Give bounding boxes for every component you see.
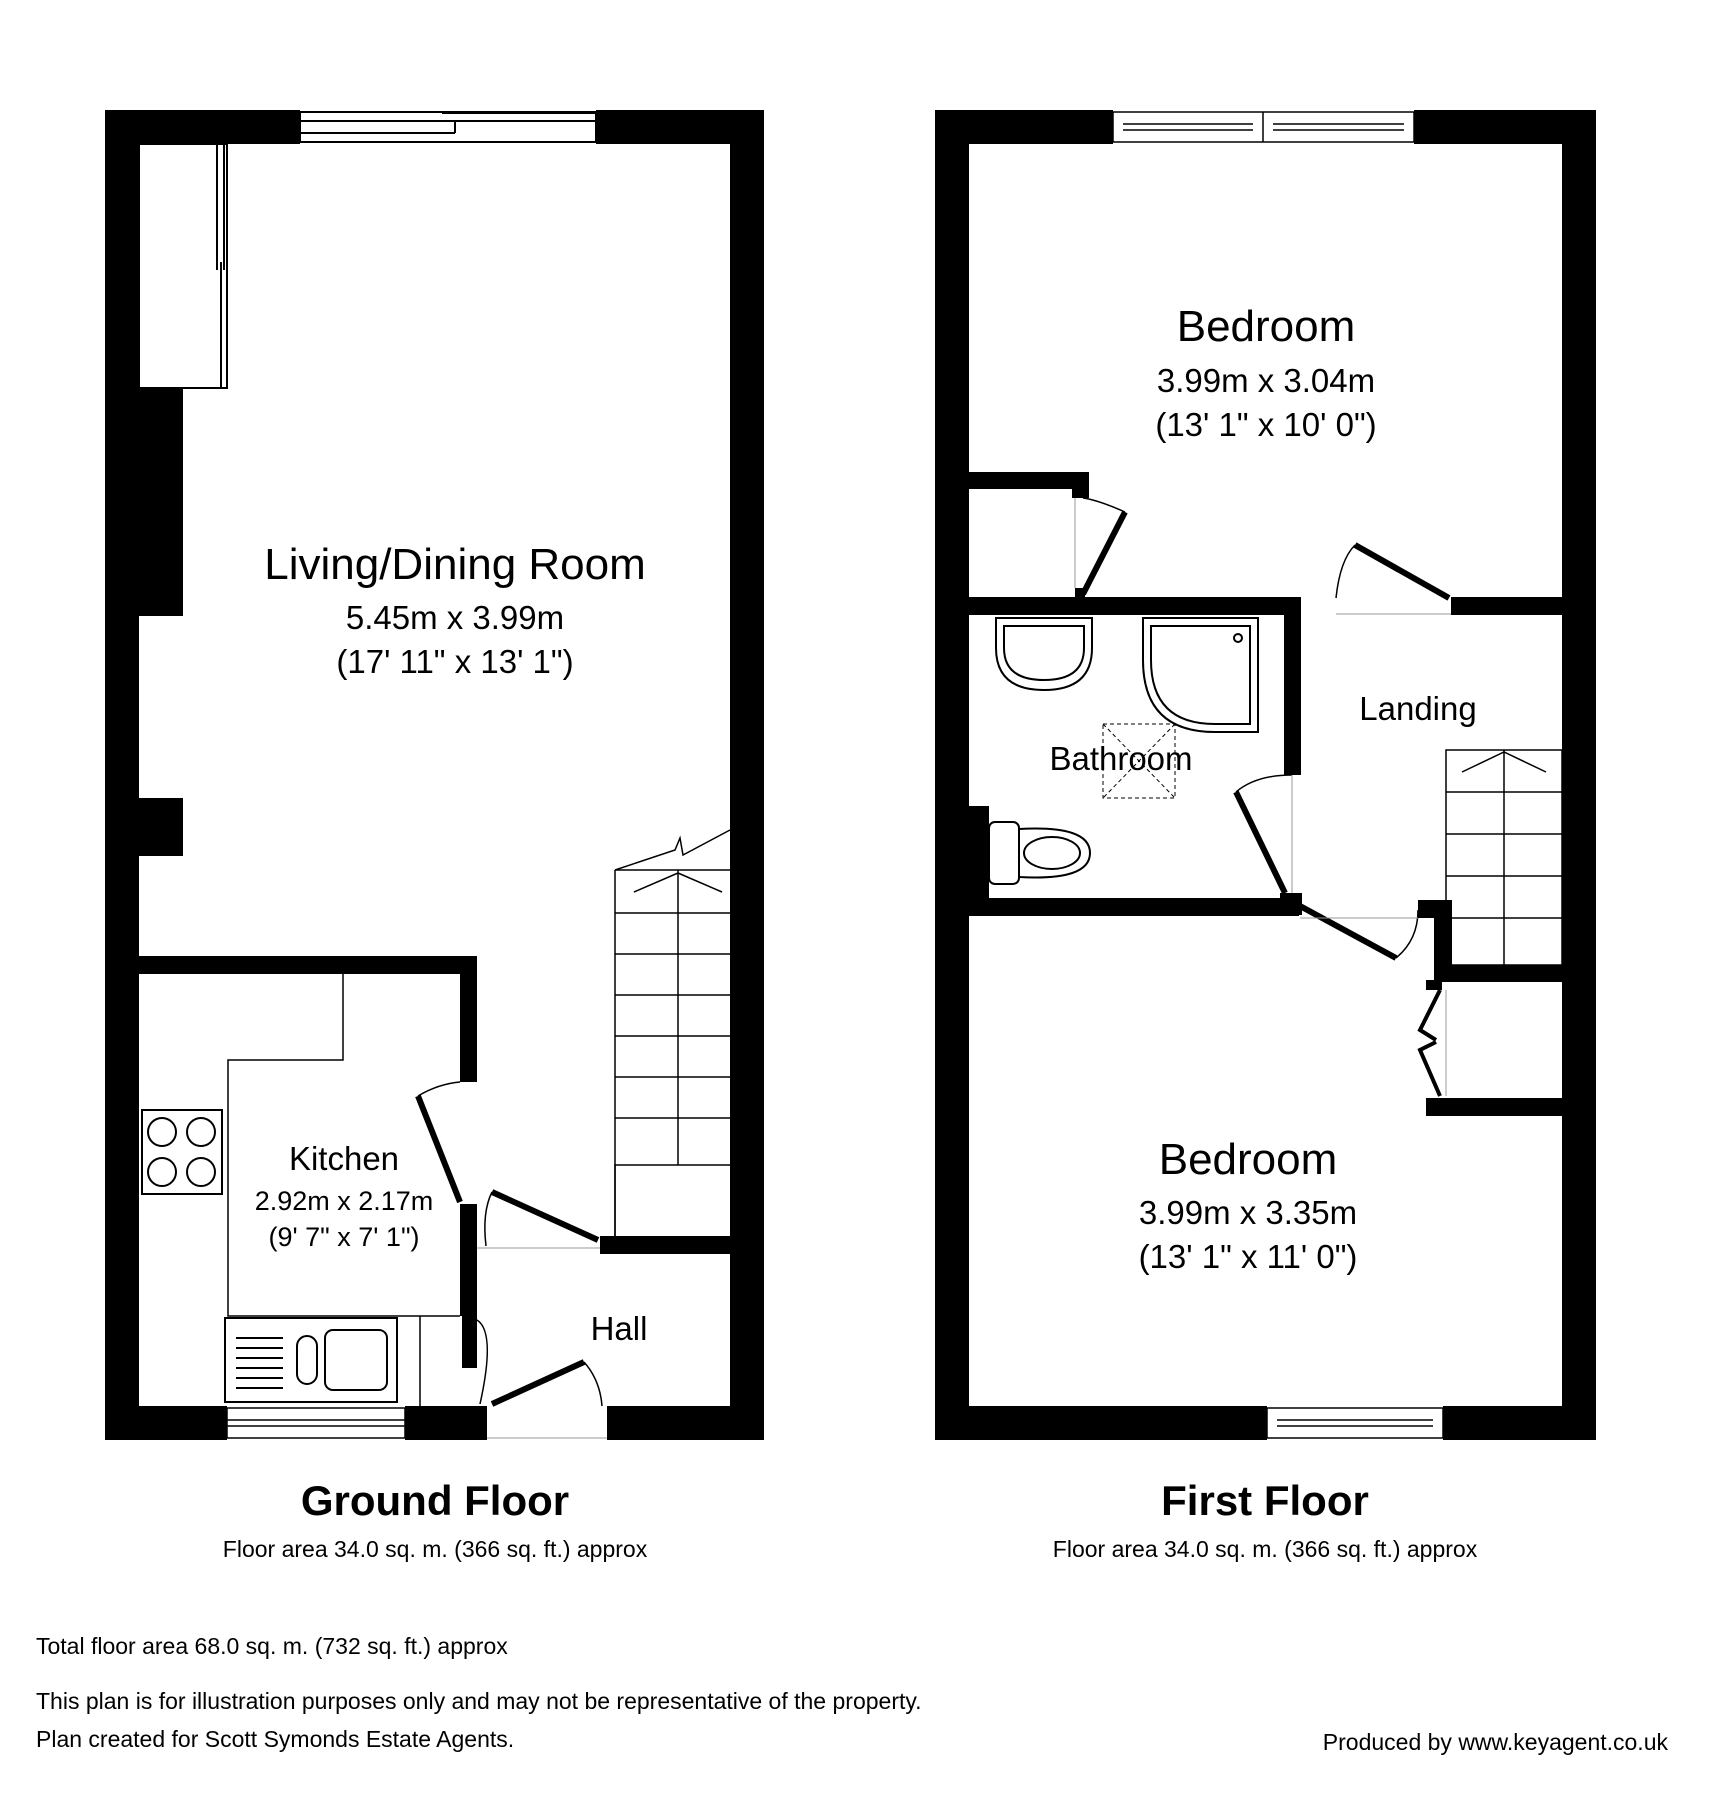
cupboard-icon <box>139 144 227 388</box>
sliding-door-icon <box>300 112 596 142</box>
stairs-icon <box>1446 750 1562 965</box>
created-for: Plan created for Scott Symonds Estate Agents. <box>36 1726 515 1752</box>
ground-floor-walls <box>105 110 764 1440</box>
toilet-icon <box>989 822 1090 884</box>
total-floor-area: Total floor area 68.0 sq. m. (732 sq. ft.) approx <box>36 1633 508 1659</box>
bedroom-bottom-name: Bedroom <box>1158 1135 1338 1184</box>
bedroom-top-imperial: (13' 1" x 10' 0") <box>1155 406 1377 443</box>
bedroom-window-bottom <box>1267 1408 1443 1438</box>
ground-floor-area: Floor area 34.0 sq. m. (366 sq. ft.) approx <box>222 1536 648 1562</box>
bathroom-name: Bathroom <box>1049 740 1193 777</box>
first-floor-title: First Floor <box>1161 1477 1369 1524</box>
hob-icon <box>142 1110 222 1194</box>
produced-by: Produced by www.keyagent.co.uk <box>1322 1729 1668 1755</box>
sink-icon <box>225 1318 397 1402</box>
first-floor-doors <box>1075 498 1451 1096</box>
bedroom-top-metric: 3.99m x 3.04m <box>1156 362 1376 399</box>
kitchen-metric: 2.92m x 2.17m <box>254 1186 434 1216</box>
hall-name: Hall <box>590 1310 648 1347</box>
basin-icon <box>996 618 1092 690</box>
landing-name: Landing <box>1359 690 1477 727</box>
kitchen-window <box>227 1408 405 1438</box>
room-labels <box>255 302 1477 1347</box>
stairs-icon <box>615 830 730 1236</box>
living-room-metric: 5.45m x 3.99m <box>345 599 565 636</box>
living-room-name: Living/Dining Room <box>264 540 646 589</box>
bedroom-window-top <box>1113 112 1414 142</box>
bedroom-top-name: Bedroom <box>1176 302 1356 351</box>
kitchen-name: Kitchen <box>288 1140 400 1177</box>
bedroom-bottom-imperial: (13' 1" x 11' 0") <box>1138 1238 1358 1275</box>
ground-floor-title: Ground Floor <box>300 1477 570 1524</box>
disclaimer: This plan is for illustration purposes only and may not be representative of the property. <box>36 1688 922 1714</box>
first-floor-area: Floor area 34.0 sq. m. (366 sq. ft.) approx <box>1052 1536 1478 1562</box>
ground-floor-doors <box>418 1082 607 1438</box>
shower-icon <box>1143 618 1258 732</box>
bedroom-bottom-metric: 3.99m x 3.35m <box>1138 1194 1358 1231</box>
ground-floor-plan <box>105 110 764 1440</box>
kitchen-imperial: (9' 7" x 7' 1") <box>268 1222 420 1252</box>
living-room-imperial: (17' 11" x 13' 1") <box>336 643 574 680</box>
